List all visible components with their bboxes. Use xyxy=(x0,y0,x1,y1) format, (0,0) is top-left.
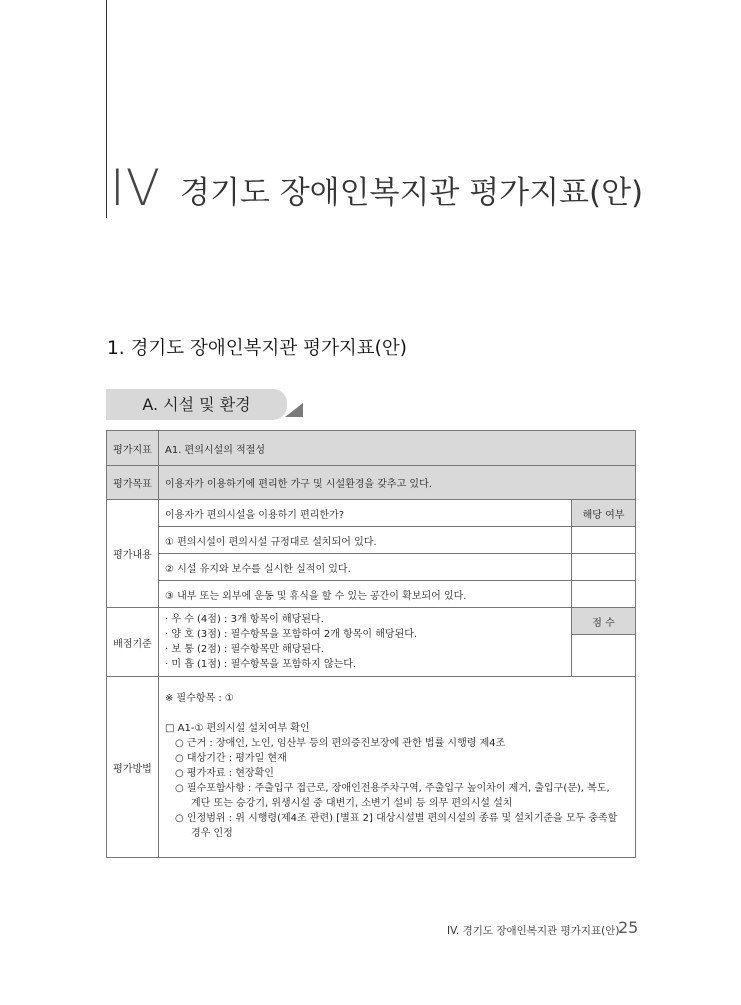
method-basis: ○ 근거 : 장애인, 노인, 임산부 등의 편의증진보장에 관한 법률 시행령 제4조 xyxy=(175,738,506,749)
chapter-number: IV xyxy=(110,159,161,217)
evaluation-table xyxy=(106,430,636,858)
section-title: 1. 경기도 장애인복지관 평가지표(안) xyxy=(107,338,407,359)
applicable-header: 해당 여부 xyxy=(572,500,636,527)
scoring-row xyxy=(107,608,636,635)
goal-label: 평가목표 xyxy=(107,466,159,500)
content-item-row xyxy=(107,554,636,581)
scoring-label: 배점기준 xyxy=(107,608,159,677)
content-item: ③ 내부 또는 외부에 운동 및 휴식을 할 수 있는 공간이 확보되어 있다. xyxy=(159,581,572,608)
method-label: 평가방법 xyxy=(107,677,159,858)
content-item-row xyxy=(107,527,636,554)
applicable-cell xyxy=(572,527,636,554)
content-item-row xyxy=(107,581,636,608)
scoring-item: · 양 호 (3점) : 필수항목을 포함하여 2개 항목이 해당된다. xyxy=(165,629,418,640)
scoring-item: · 우 수 (4점) : 3개 항목이 해당된다. xyxy=(165,614,324,625)
subsection-arrow-icon xyxy=(285,403,303,417)
chapter-vertical-rule xyxy=(106,0,107,218)
method-row xyxy=(107,677,636,858)
footer-chapter-text: IV. 경기도 장애인복지관 평가지표(안) xyxy=(447,925,620,937)
required-note: ※ 필수항목 : ① xyxy=(165,693,234,704)
method-content xyxy=(159,677,636,858)
chapter-title: 경기도 장애인복지관 평가지표(안) xyxy=(180,175,644,211)
score-cell xyxy=(572,635,636,677)
content-question: 이용자가 편의시설을 이용하기 편리한가? xyxy=(159,500,572,527)
method-materials: ○ 평가자료 : 현장확인 xyxy=(175,768,274,779)
scoring-item: · 보 통 (2점) : 필수항목만 해당된다. xyxy=(165,644,324,655)
scoring-item: · 미 흡 (1점) : 필수항목을 포함하지 않는다. xyxy=(165,659,357,670)
method-scope: ○ 인정범위 : 위 시행령(제4조 관련) [별표 2] 대상시설별 편의시설의 종류 및 설치기준을 모두 충족할 xyxy=(175,813,618,824)
goal-row xyxy=(107,466,636,500)
content-question-row xyxy=(107,500,636,527)
subsection-label: A. 시설 및 환경 xyxy=(142,395,251,414)
indicator-row xyxy=(107,431,636,466)
content-label: 평가내용 xyxy=(107,500,159,608)
page-number: 25 xyxy=(618,918,639,937)
applicable-cell xyxy=(572,554,636,581)
indicator-value: A1. 편의시설의 적절성 xyxy=(159,431,636,466)
method-includes-cont: 계단 또는 승강기, 위생시설 중 대변기, 소변기 설비 등 의무 편의시설 설치 xyxy=(191,798,513,809)
content-item: ① 편의시설이 편의시설 규정대로 설치되어 있다. xyxy=(159,527,572,554)
goal-value: 이용자가 이용하기에 편리한 가구 및 시설환경을 갖추고 있다. xyxy=(159,466,636,500)
method-includes: ○ 필수포함사항 : 주출입구 접근로, 장애인전용주차구역, 주출입구 높이차이 제거, 출입구(문), 복도, xyxy=(175,783,610,794)
subsection-tab xyxy=(106,389,287,420)
method-period: ○ 대상기간 : 평가일 현재 xyxy=(175,753,287,764)
applicable-cell xyxy=(572,581,636,608)
indicator-label: 평가지표 xyxy=(107,431,159,466)
scoring-criteria xyxy=(159,608,572,677)
score-header: 점 수 xyxy=(572,608,636,635)
method-scope-cont: 경우 인정 xyxy=(191,828,233,839)
content-item: ② 시설 유지와 보수를 실시한 실적이 있다. xyxy=(159,554,572,581)
check-title: □ A1-① 편의시설 설치여부 확인 xyxy=(165,723,310,734)
